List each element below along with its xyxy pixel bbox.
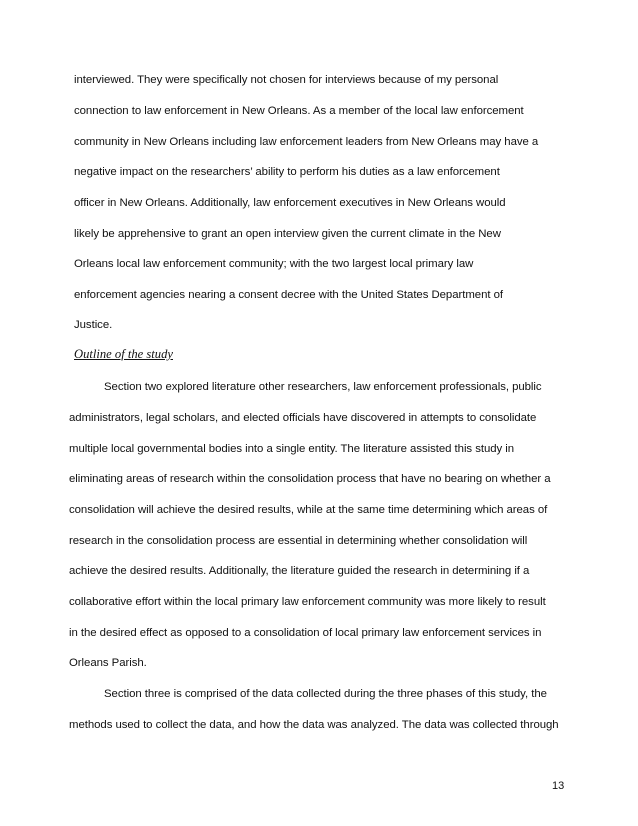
- paragraph-line: methods used to collect the data, and how the data was analyzed. The data was collected through: [69, 719, 559, 731]
- paragraph-line: interviewed. They were specifically not chosen for interviews because of my personal: [74, 74, 499, 86]
- paragraph-line: Section two explored literature other researchers, law enforcement professionals, public: [104, 381, 542, 393]
- paragraph-line: Justice.: [74, 319, 113, 331]
- paragraph-line: consolidation will achieve the desired results, while at the same time determining which areas of: [69, 504, 548, 516]
- paragraph-line: multiple local governmental bodies into a single entity. The literature assisted this study in: [69, 443, 515, 455]
- paragraph-line: in the desired effect as opposed to a consolidation of local primary law enforcement services in: [69, 627, 542, 639]
- paragraph-line: eliminating areas of research within the consolidation process that have no bearing on whether a: [69, 473, 551, 485]
- paragraph-line: likely be apprehensive to grant an open interview given the current climate in the New: [74, 228, 501, 240]
- paragraph-line: administrators, legal scholars, and elected officials have discovered in attempts to consolidate: [69, 412, 537, 424]
- paragraph-line: Section three is comprised of the data collected during the three phases of this study, the: [104, 688, 547, 700]
- paragraph-line: connection to law enforcement in New Orleans. As a member of the local law enforcement: [74, 105, 524, 117]
- page-number: 13: [552, 780, 565, 792]
- paragraph-line: collaborative effort within the local primary law enforcement community was more likely to result: [69, 596, 546, 608]
- paragraph-line: Orleans local law enforcement community; with the two largest local primary law: [74, 258, 474, 270]
- section-heading: Outline of the study: [74, 347, 173, 361]
- paragraph-line: Orleans Parish.: [69, 657, 147, 669]
- paragraph-line: officer in New Orleans. Additionally, law enforcement executives in New Orleans would: [74, 197, 506, 209]
- paragraph-line: enforcement agencies nearing a consent decree with the United States Department of: [74, 289, 504, 301]
- paragraph-line: research in the consolidation process are essential in determining whether consolidation will: [69, 535, 528, 547]
- paragraph-line: community in New Orleans including law enforcement leaders from New Orleans may have a: [74, 136, 539, 148]
- paragraph-line: achieve the desired results. Additionally, the literature guided the research in determining if a: [69, 565, 530, 577]
- paragraph-line: negative impact on the researchers’ ability to perform his duties as a law enforcement: [74, 166, 500, 178]
